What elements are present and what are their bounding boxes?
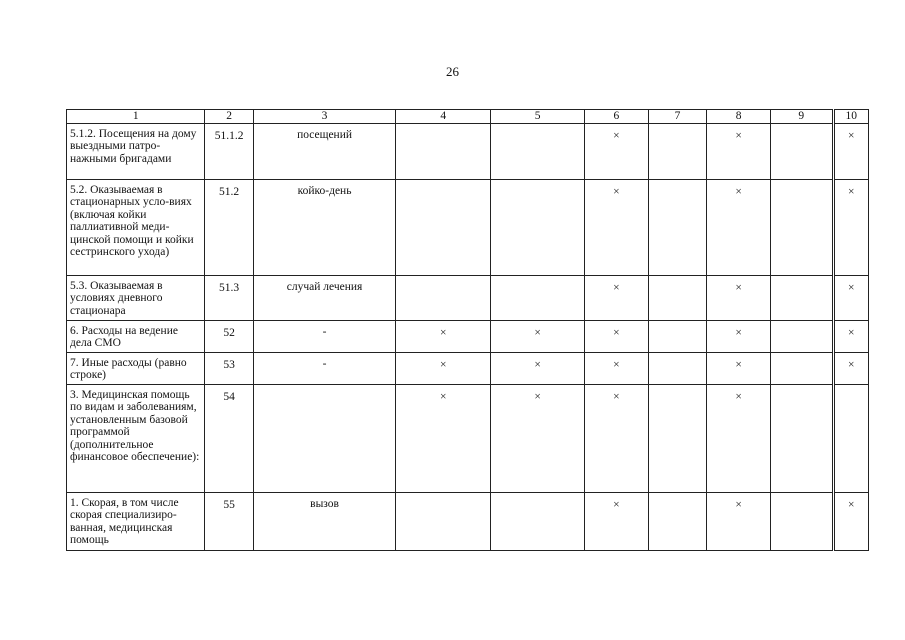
- cell-col6: ×: [585, 124, 649, 180]
- cell-col8: ×: [707, 321, 771, 353]
- row-unit: -: [253, 321, 395, 353]
- header-cell: 6: [585, 110, 649, 124]
- cell-col5: ×: [491, 353, 585, 385]
- row-unit: вызов: [253, 493, 395, 551]
- data-table: [66, 109, 869, 551]
- cell-col5: [491, 124, 585, 180]
- row-code: 51.1.2: [205, 124, 253, 180]
- cell-col6: ×: [585, 353, 649, 385]
- header-cell: 9: [770, 110, 833, 124]
- header-cell: 2: [205, 110, 253, 124]
- cell-col7: [648, 385, 707, 493]
- cell-col4: [396, 124, 491, 180]
- table-row: [67, 124, 869, 180]
- cell-col9: [770, 321, 833, 353]
- row-code: 54: [205, 385, 253, 493]
- cell-col10: ×: [833, 124, 868, 180]
- table-row: [67, 321, 869, 353]
- cell-col8: ×: [707, 385, 771, 493]
- header-cell: 5: [491, 110, 585, 124]
- cell-col5: ×: [491, 321, 585, 353]
- cell-col7: [648, 180, 707, 276]
- header-cell: 1: [67, 110, 205, 124]
- cell-col6: ×: [585, 385, 649, 493]
- cell-col6: ×: [585, 493, 649, 551]
- cell-col10: ×: [833, 180, 868, 276]
- page-number: 26: [446, 64, 459, 79]
- row-name: 5.3. Оказываемая в условиях дневного стационара: [67, 276, 205, 321]
- row-unit: [253, 385, 395, 493]
- cell-col7: [648, 353, 707, 385]
- cell-col9: [770, 493, 833, 551]
- header-cell: 7: [648, 110, 707, 124]
- row-unit: койко-день: [253, 180, 395, 276]
- cell-col9: [770, 180, 833, 276]
- cell-col8: ×: [707, 353, 771, 385]
- cell-col10: [833, 385, 868, 493]
- cell-col4: ×: [396, 321, 491, 353]
- cell-col9: [770, 276, 833, 321]
- header-row: [67, 110, 869, 124]
- row-unit: посещений: [253, 124, 395, 180]
- cell-col5: [491, 180, 585, 276]
- cell-col4: [396, 180, 491, 276]
- cell-col8: ×: [707, 124, 771, 180]
- header-cell: 10: [833, 110, 868, 124]
- table-row: [67, 385, 869, 493]
- cell-col7: [648, 124, 707, 180]
- row-code: 51.3: [205, 276, 253, 321]
- cell-col9: [770, 124, 833, 180]
- cell-col9: [770, 385, 833, 493]
- cell-col5: [491, 493, 585, 551]
- cell-col10: ×: [833, 276, 868, 321]
- row-code: 53: [205, 353, 253, 385]
- row-code: 55: [205, 493, 253, 551]
- header-cell: 3: [253, 110, 395, 124]
- cell-col4: [396, 276, 491, 321]
- row-name: 5.1.2. Посещения на дому выездными патро-нажными бригадами: [67, 124, 205, 180]
- row-name: 7. Иные расходы (равно строке): [67, 353, 205, 385]
- cell-col4: ×: [396, 353, 491, 385]
- row-name: 3. Медицинская помощь по видам и заболеваниям, установленным базовой программой (дополнительное финансовое обеспечение):: [67, 385, 205, 493]
- table-row: [67, 493, 869, 551]
- cell-col6: ×: [585, 276, 649, 321]
- cell-col10: ×: [833, 493, 868, 551]
- cell-col7: [648, 276, 707, 321]
- cell-col6: ×: [585, 180, 649, 276]
- cell-col6: ×: [585, 321, 649, 353]
- cell-col8: ×: [707, 276, 771, 321]
- cell-col7: [648, 321, 707, 353]
- row-name: 1. Скорая, в том числе скорая специализиро-ванная, медицинская помощь: [67, 493, 205, 551]
- row-code: 51.2: [205, 180, 253, 276]
- table-row: [67, 353, 869, 385]
- row-name: 5.2. Оказываемая в стационарных усло-виях (включая койки паллиативной меди-цинской помощи и койки сестринского ухода): [67, 180, 205, 276]
- row-unit: случай лечения: [253, 276, 395, 321]
- row-name: 6. Расходы на ведение дела СМО: [67, 321, 205, 353]
- table-row: [67, 180, 869, 276]
- row-code: 52: [205, 321, 253, 353]
- cell-col10: ×: [833, 321, 868, 353]
- cell-col4: ×: [396, 385, 491, 493]
- row-unit: -: [253, 353, 395, 385]
- cell-col8: ×: [707, 493, 771, 551]
- header-cell: 4: [396, 110, 491, 124]
- cell-col7: [648, 493, 707, 551]
- cell-col9: [770, 353, 833, 385]
- cell-col5: ×: [491, 385, 585, 493]
- cell-col10: ×: [833, 353, 868, 385]
- cell-col4: [396, 493, 491, 551]
- table-row: [67, 276, 869, 321]
- header-cell: 8: [707, 110, 771, 124]
- cell-col5: [491, 276, 585, 321]
- cell-col8: ×: [707, 180, 771, 276]
